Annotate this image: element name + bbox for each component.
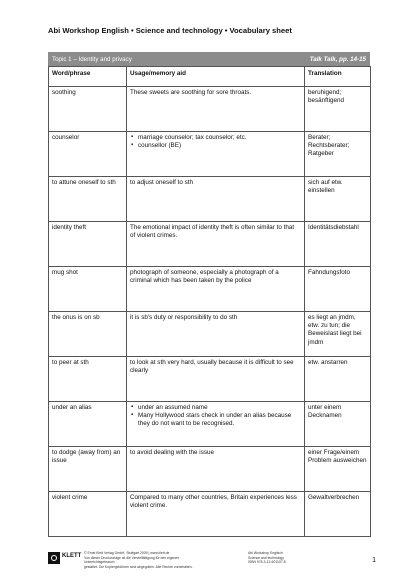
usage-cell [127, 357, 305, 402]
translation-line: Rechtsberater; [308, 142, 350, 150]
usage-bullet-item: ▪ counsellor (BE) [138, 142, 301, 150]
table-row [49, 87, 371, 132]
translation-line: unter einem [308, 404, 342, 411]
translation-cell [305, 447, 371, 492]
usage-cell [127, 87, 305, 132]
vocabulary-table [48, 66, 371, 537]
translation-line: Fahndungsfoto [308, 269, 351, 276]
word-cell: mug shot [49, 267, 127, 312]
translation-cell [305, 492, 371, 537]
publisher-logo-text: KLETT [62, 553, 82, 559]
book-info-line: Science and technology [248, 555, 285, 560]
usage-bullet-list [130, 134, 301, 150]
usage-text: to adjust oneself to sth [130, 179, 194, 186]
table-body [49, 87, 371, 537]
usage-text: The emotional impact of identity theft is often similar to that of violent crimes. [130, 224, 295, 240]
translation-cell [305, 357, 371, 402]
translation-line: Berater; [308, 134, 331, 141]
topic-header-bar [48, 52, 370, 66]
translation-line: es liegt an jmdm, etw. zu tun; die Beweislast liegt bei jmdm [308, 314, 362, 346]
table-header-row [49, 67, 371, 87]
usage-cell [127, 132, 305, 177]
usage-cell [127, 447, 305, 492]
book-info-line: Abi Workshop Englisch [248, 551, 283, 555]
copyright-notice [84, 551, 204, 569]
translation-cell [305, 222, 371, 267]
copyright-line: © Ernst Klett Verlag GmbH, Stuttgart 2009 | www.klett.de [84, 551, 170, 555]
usage-bullet-item: ▪ under an assumed name [138, 404, 301, 412]
table-row [49, 447, 371, 492]
word-cell: soothing [49, 87, 127, 132]
translation-cell [305, 177, 371, 222]
translation-line: Identitätsdiebstahl [308, 224, 359, 231]
usage-cell [127, 312, 305, 357]
translation-line: Gewaltverbrechen [308, 494, 360, 501]
usage-text: to look at sth very hard, usually because it is difficult to see clearly [130, 359, 294, 375]
topic-title: Topic 1 – Identity and privacy [52, 55, 132, 63]
topic-source: Talk Talk, pp. 14-15 [309, 55, 366, 63]
translation-line: Ratgeber [308, 150, 334, 158]
word-cell: violent crime [49, 492, 127, 537]
translation-line: etw. anstarren [308, 359, 348, 366]
usage-text: photograph of someone, especially a photograph of a criminal which has been taken by the police [130, 269, 279, 285]
translation-line: besänftigend [308, 97, 345, 105]
word-cell: to attune oneself to sth [49, 177, 127, 222]
translation-cell [305, 132, 371, 177]
usage-bullet-item: ▪ Many Hollywood stars check in under an alias because they do not want to be recognised. [138, 412, 301, 428]
usage-cell [127, 402, 305, 447]
usage-text: These sweets are soothing for sore throats. [130, 89, 252, 96]
page-title: Abi Workshop English • Science and technology • Vocabulary sheet [48, 26, 292, 35]
word-cell: to peer at sth [49, 357, 127, 402]
usage-text: it is sb's duty or responsibility to do sth [130, 314, 238, 321]
table-row [49, 402, 371, 447]
translation-line: Decknamen [308, 412, 342, 420]
column-header-translation: Translation [305, 67, 371, 87]
klett-logo-icon [48, 552, 60, 564]
page-number: 1 [372, 557, 376, 564]
translation-cell [305, 87, 371, 132]
word-cell: identity theft [49, 222, 127, 267]
table-row [49, 222, 371, 267]
table-row [49, 357, 371, 402]
table-row [49, 312, 371, 357]
column-header-word: Word/phrase [49, 67, 127, 87]
book-info-line: ISBN 978-3-12-601107-8 [248, 560, 286, 565]
usage-text: to avoid dealing with the issue [130, 449, 215, 456]
translation-cell [305, 312, 371, 357]
translation-line: einer Frage/einem Problem ausweichen [308, 449, 367, 465]
page-footer [48, 551, 376, 573]
usage-cell [127, 492, 305, 537]
translation-cell [305, 267, 371, 312]
translation-cell [305, 402, 371, 447]
translation-line: beruhigend; [308, 89, 342, 96]
table-row [49, 177, 371, 222]
table-row [49, 267, 371, 312]
usage-text: Compared to many other countries, Britain experiences less violent crime. [130, 494, 297, 510]
translation-line: sich auf etw. einstellen [308, 179, 343, 195]
word-cell: the onus is on sb [49, 312, 127, 357]
usage-bullet-item: ▪ marriage counselor; tax counselor; etc. [138, 134, 301, 142]
book-info [248, 551, 338, 565]
usage-cell [127, 222, 305, 267]
usage-cell [127, 267, 305, 312]
word-cell: under an alias [49, 402, 127, 447]
column-header-usage: Usage/memory aid [127, 67, 305, 87]
table-row [49, 132, 371, 177]
copyright-line: Von dieser Druckvorlage ist die Vervielfältigung für den eigenen Unterrichtsgebrauch [84, 555, 180, 565]
usage-bullet-list [130, 404, 301, 429]
usage-cell [127, 177, 305, 222]
table-row [49, 492, 371, 537]
word-cell: counselor [49, 132, 127, 177]
word-cell: to dodge (away from) an issue [49, 447, 127, 492]
copyright-line: gestattet. Die Kopiergebühren sind abgegolten. Alle Rechte vorbehalten. [84, 564, 193, 569]
